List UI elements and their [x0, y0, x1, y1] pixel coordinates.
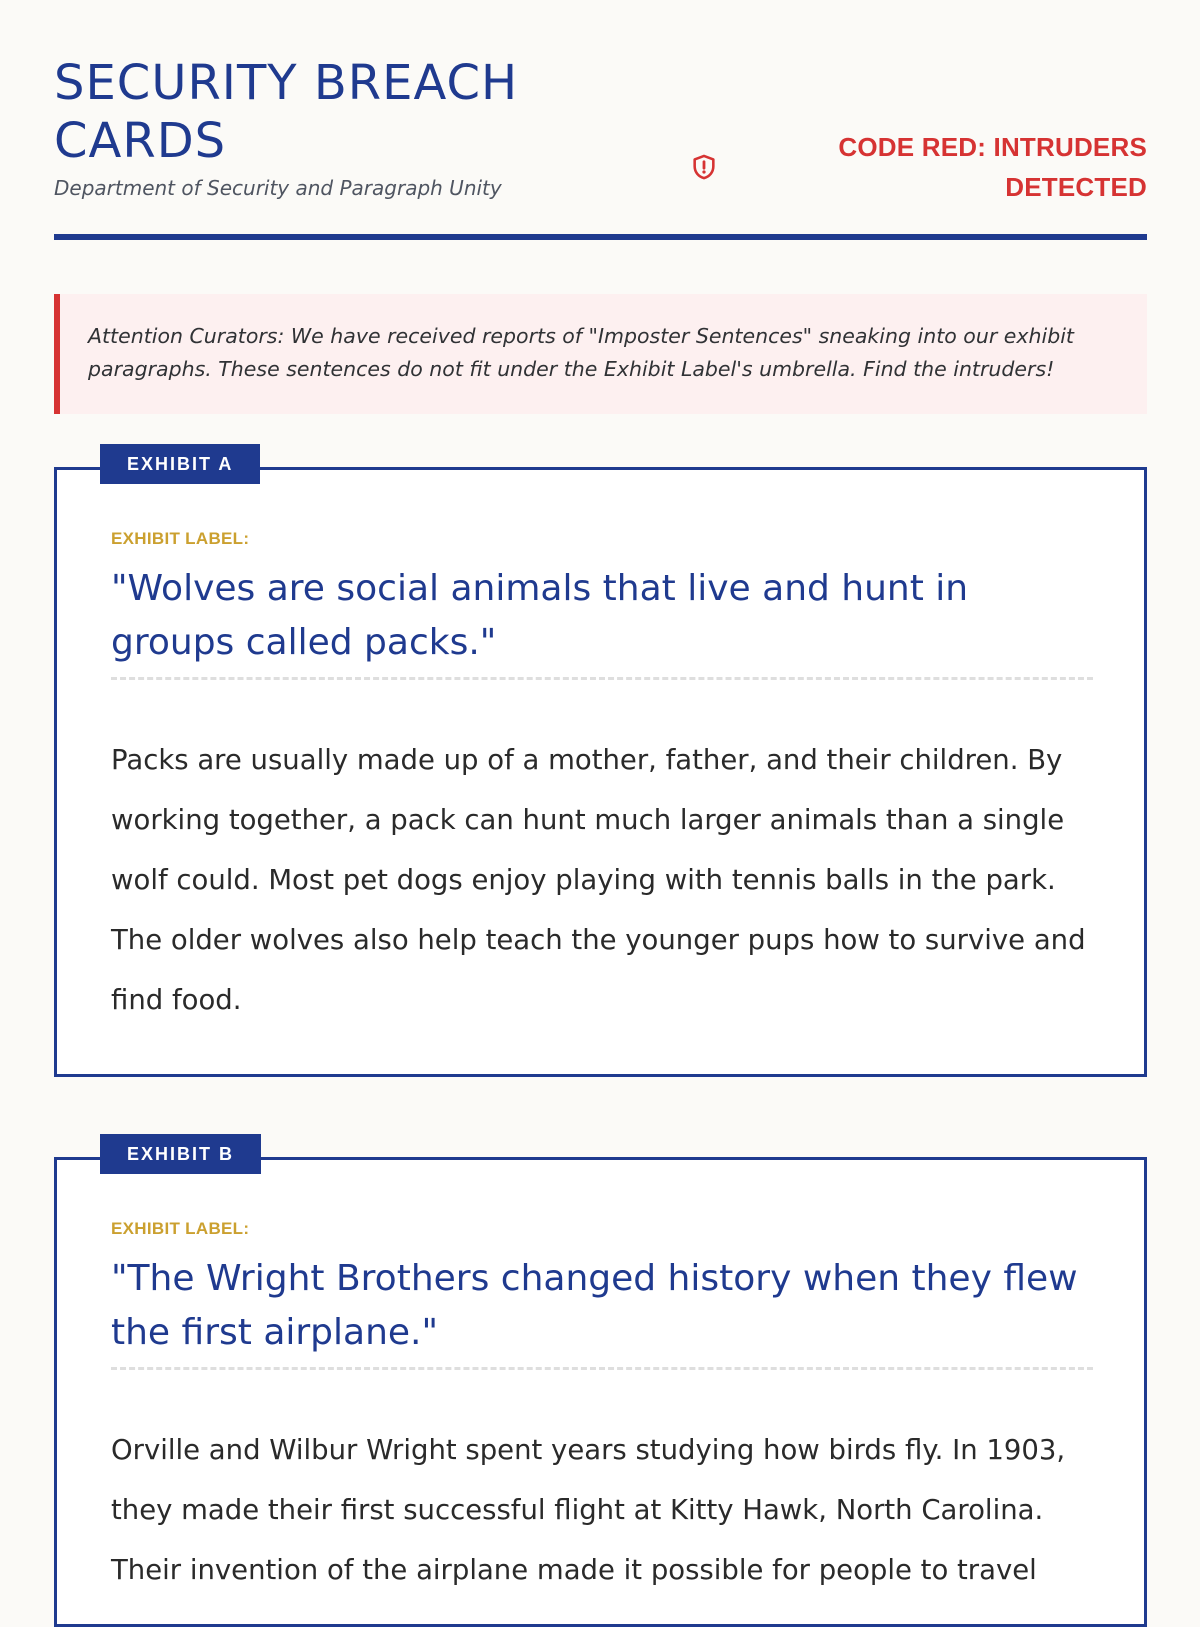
shield-alert-icon	[690, 153, 718, 181]
exhibit-paragraph: Packs are usually made up of a mother, father, and their children. By working together, a pack can hunt much larger animals than a single wolf could. Most pet dogs enjoy playing with tennis balls in the park. The older wolves also help teach the younger pups how to survive and find food.	[111, 744, 1086, 1016]
exhibit-card-b	[54, 1144, 1147, 1627]
exhibit-label-quote: "Wolves are social animals that live and hunt in groups called packs."	[111, 568, 969, 663]
exhibit-label-quote: "The Wright Brothers changed history when they flew the first airplane."	[111, 1258, 1078, 1353]
exhibit-label-heading: EXHIBIT LABEL:	[111, 529, 250, 548]
exhibit-card-a	[54, 454, 1147, 1077]
page-header	[54, 0, 1147, 240]
department-subtitle: Department of Security and Paragraph Unity	[54, 176, 502, 200]
exhibit-tab-a: EXHIBIT A	[100, 444, 260, 484]
curator-notice: Attention Curators: We have received reports of "Imposter Sentences" sneaking into our exhibit paragraphs. These sentences do not fit under the Exhibit Label's umbrella. Find the intruders!	[54, 294, 1147, 414]
code-red-alert: CODE RED: INTRUDERS DETECTED	[838, 132, 1147, 202]
exhibit-tab-b: EXHIBIT B	[100, 1134, 261, 1174]
page	[54, 0, 1147, 1586]
page-title: SECURITY BREACH CARDS	[54, 55, 519, 169]
dashed-divider	[111, 1367, 1093, 1370]
exhibit-paragraph: Orville and Wilbur Wright spent years studying how birds fly. In 1903, they made their first successful flight at Kitty Hawk, North Carolina. Their invention of the airplane made it possible for people to travel	[111, 1434, 1066, 1586]
dashed-divider	[111, 677, 1093, 680]
exhibit-label-heading: EXHIBIT LABEL:	[111, 1219, 250, 1238]
